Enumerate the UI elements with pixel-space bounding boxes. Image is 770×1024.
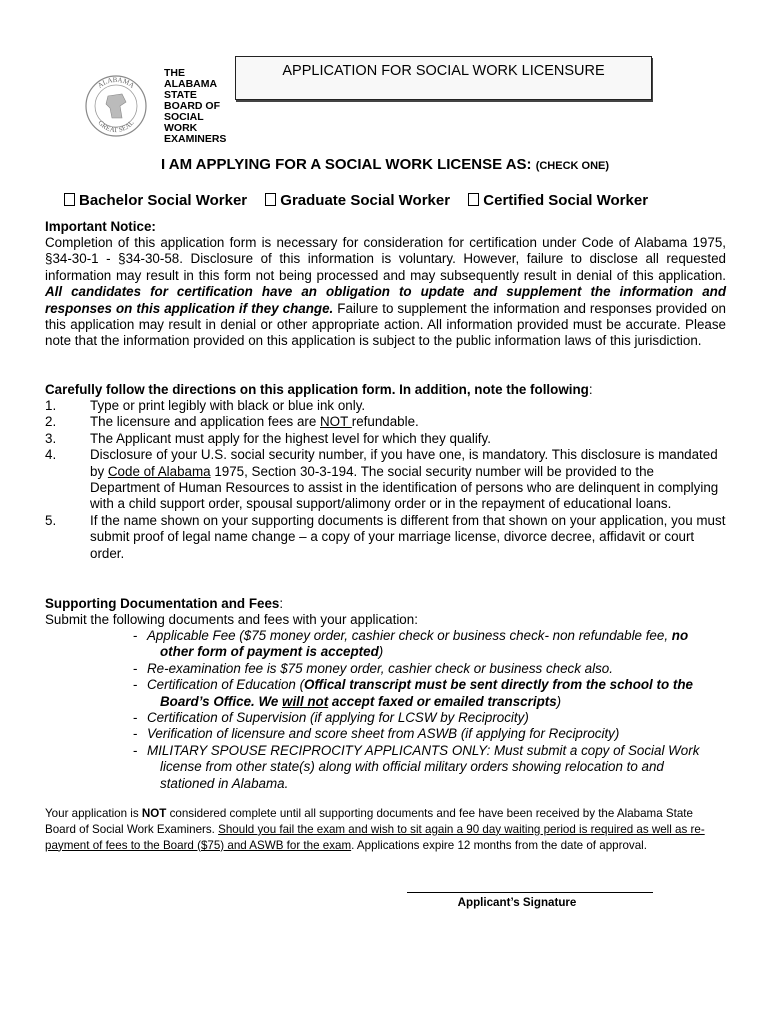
supporting-docs-intro: Submit the following documents and fees with your application:: [45, 612, 418, 627]
checkbox-graduate[interactable]: [265, 193, 276, 206]
svg-text:GREAT SEAL: [96, 119, 135, 134]
checkbox-certified[interactable]: [468, 193, 479, 206]
seal-text-top: ALABAMA: [96, 75, 136, 90]
important-notice-heading: Important Notice:: [45, 219, 156, 234]
supporting-docs-heading: Supporting Documentation and Fees:: [45, 596, 284, 611]
alabama-great-seal-icon: [84, 74, 148, 138]
signature-line[interactable]: [407, 892, 653, 893]
option-graduate[interactable]: Graduate Social Worker: [265, 192, 450, 209]
important-notice-body: Completion of this application form is necessary for consideration for certification under Code of Alabama 1975, §34-30-1 - §34-30-58. Disclosure of this information is voluntary. However, failure to disclose all requested information may result in this form not being processed and may subsequently result in denial of this application. All candidates for certification have an obligation to update and supplement the information and responses on this application if they change. Failure to supplement the information and responses provided on this application may result in denial or other appropriate action. All information provided must be accurate. Please note that the information provided on this application is subject to the public information laws of this jurisdiction.: [45, 235, 726, 349]
completion-notice: Your application is NOT considered complete until all supporting documents and fee have been received by the Alabama State Board of Social Work Examiners. Should you fail the exam and wish to sit again a 90 day waiting period is required as well as re-payment of fees to the Board ($75) and ASWB for the exam. Applications expire 12 months from the date of approval.: [45, 807, 705, 852]
list-item: 5. If the name shown on your supporting documents is different from that shown on your application, you must submit proof of legal name change – a copy of your marriage license, divorce decree, affidavit or court order.: [45, 512, 726, 561]
license-type-options: [64, 192, 662, 209]
list-item: 3. The Applicant must apply for the highest level for which they qualify.: [45, 430, 491, 446]
list-item: - MILITARY SPOUSE RECIPROCITY APPLICANTS ONLY: Must submit a copy of Social Work license from other state(s) along with official military orders showing relocation to and stationed in Alabama.: [133, 742, 700, 791]
option-certified[interactable]: Certified Social Worker: [468, 192, 648, 209]
option-bachelor[interactable]: Bachelor Social Worker: [64, 192, 247, 209]
list-item: 4. Disclosure of your U.S. social security number, if you have one, is mandatory. This disclosure is mandated by Code of Alabama 1975, Section 30-3-194. The social security number will be provided to the Department of Human Resources to assist in the identification of persons who are delinquent in complying with a child support order, spousal support/alimony order or in the repayment of educational loans.: [45, 447, 719, 512]
supporting-docs-list: [133, 628, 733, 792]
list-item: 1. Type or print legibly with black or blue ink only.: [45, 398, 366, 413]
list-item: - Applicable Fee ($75 money order, cashier check or business check- non refundable fee, no other form of payment is accepted): [133, 628, 689, 660]
list-item: - Certification of Education (Offical transcript must be sent directly from the school to the Board’s Office. We will not accept faxed or emailed transcripts): [133, 677, 693, 709]
board-name: THE ALABAMA STATE BOARD OF SOCIAL WORK EXAMINERS: [164, 67, 227, 145]
list-item: - Verification of licensure and score sheet from ASWB (if applying for Reciprocity): [133, 726, 620, 742]
license-type-heading: I AM APPLYING FOR A SOCIAL WORK LICENSE AS: (CHECK ONE): [160, 156, 610, 173]
list-item: - Certification of Supervision (if applying for LCSW by Reciprocity): [133, 710, 529, 726]
signature-label: Applicant’s Signature: [457, 896, 577, 909]
directions-heading: Carefully follow the directions on this application form. In addition, note the following:: [45, 382, 593, 397]
directions-list: [45, 398, 726, 562]
seal-text-bottom: GREAT SEAL: [96, 118, 136, 135]
list-item: - Re-examination fee is $75 money order, cashier check or business check also.: [133, 660, 613, 676]
document-title: APPLICATION FOR SOCIAL WORK LICENSURE: [235, 56, 652, 100]
checkbox-bachelor[interactable]: [64, 193, 75, 206]
svg-text:ALABAMA: [96, 76, 136, 90]
list-item: 2. The licensure and application fees are NOT refundable.: [45, 414, 419, 430]
